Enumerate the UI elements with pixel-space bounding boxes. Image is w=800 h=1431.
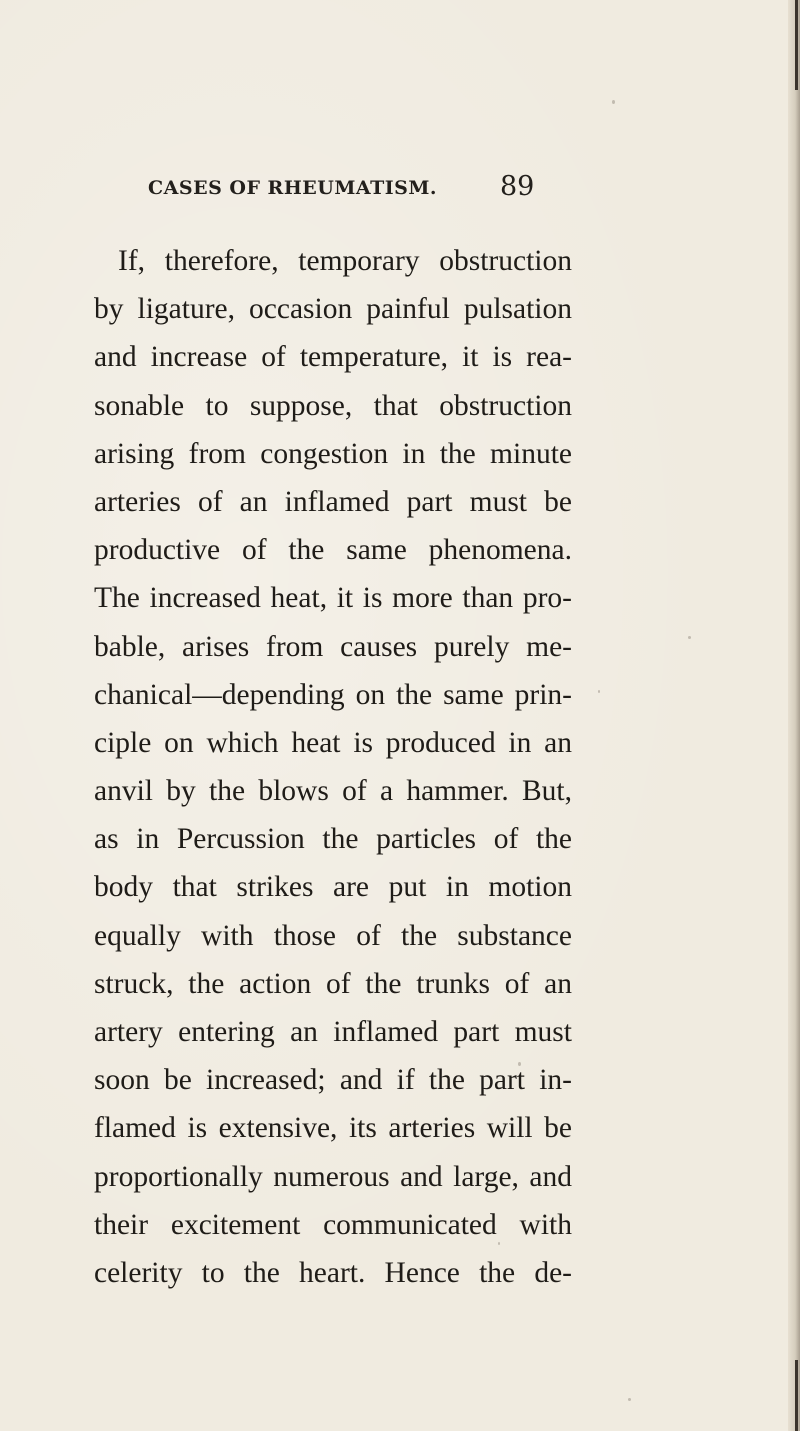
text-line: body that strikes are put in motion xyxy=(94,871,572,904)
paper-speck xyxy=(612,100,615,104)
text-line: chanical—depending on the same prin- xyxy=(94,678,572,711)
text-line: If, therefore, temporary obstruction xyxy=(118,245,572,277)
running-head: CASES OF RHEUMATISM. xyxy=(148,177,437,199)
paper-speck xyxy=(628,1398,631,1401)
text-line: and increase of temperature, it is rea- xyxy=(94,341,572,374)
text-line: artery entering an inflamed part must xyxy=(94,1016,572,1048)
text-line: flamed is extensive, its arteries will be xyxy=(94,1112,572,1145)
text-line: their excitement communicated with xyxy=(94,1208,572,1241)
text-line: productive of the same phenomena. xyxy=(94,534,572,567)
text-line: anvil by the blows of a hammer. But, xyxy=(94,775,572,808)
text-line: arising from congestion in the minute xyxy=(94,437,572,470)
body-text xyxy=(94,237,572,1297)
page-edge-mark xyxy=(795,0,798,90)
text-line: by ligature, occasion painful pulsation xyxy=(94,293,572,326)
text-line: as in Percussion the particles of the xyxy=(94,823,572,856)
page-edge-mark xyxy=(795,1360,798,1431)
paper-speck xyxy=(498,1242,500,1245)
paper-speck xyxy=(688,636,691,639)
text-line: bable, arises from causes purely me- xyxy=(94,630,572,663)
text-line: sonable to suppose, that obstruction xyxy=(94,389,572,422)
text-line: struck, the action of the trunks of an xyxy=(94,967,572,1000)
text-line: proportionally numerous and large, and xyxy=(94,1160,572,1193)
page-edge xyxy=(788,0,800,1431)
text-line: soon be increased; and if the part in- xyxy=(94,1064,572,1097)
text-line: ciple on which heat is produced in an xyxy=(94,726,572,759)
text-line: arteries of an inflamed part must be xyxy=(94,485,572,518)
page-number: 89 xyxy=(500,171,535,202)
text-line: celerity to the heart. Hence the de- xyxy=(94,1256,572,1289)
paper-speck xyxy=(598,690,600,693)
page-header xyxy=(148,171,588,201)
paper-speck xyxy=(518,1062,521,1066)
text-line: equally with those of the substance xyxy=(94,919,572,952)
text-line: The increased heat, it is more than pro- xyxy=(94,582,572,615)
